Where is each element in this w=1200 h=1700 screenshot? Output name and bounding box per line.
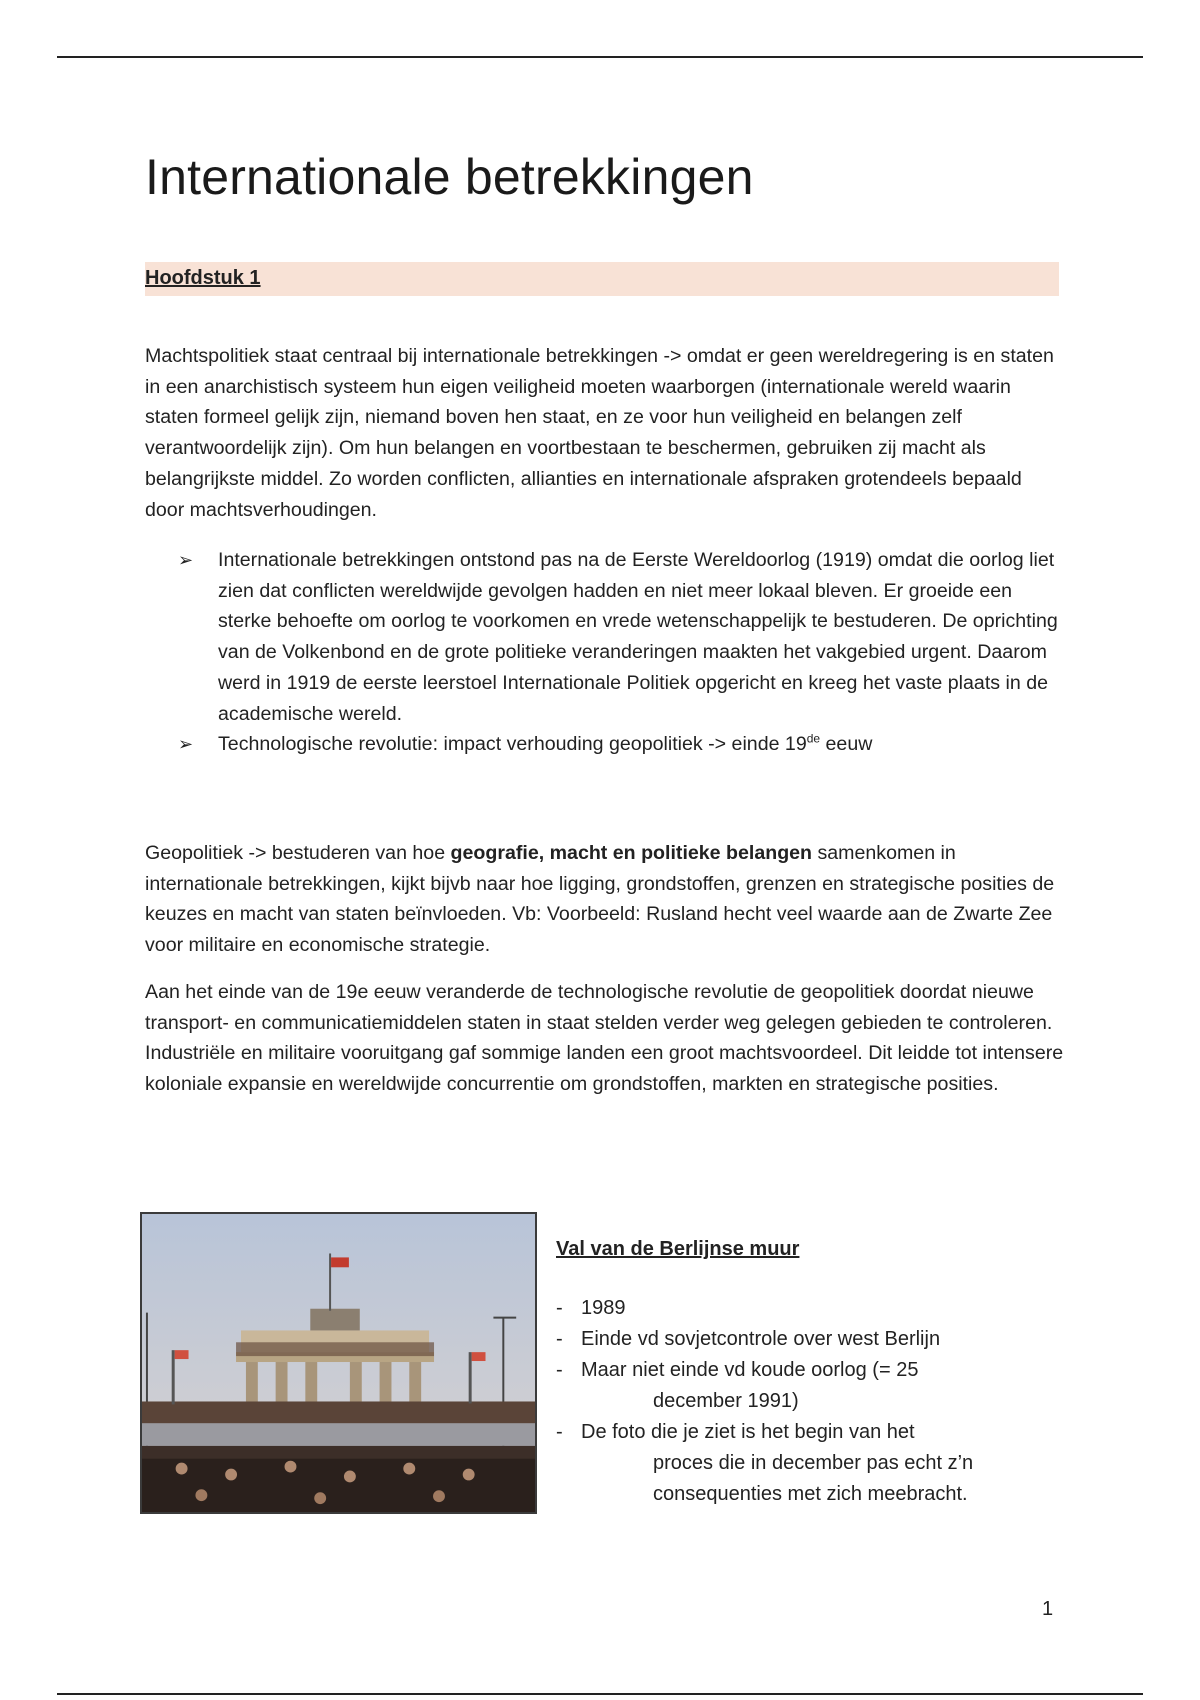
list-item-text: 1989 xyxy=(581,1297,626,1319)
geopolitics-bold-text: geografie, macht en politieke belangen xyxy=(450,842,813,864)
chapter-heading-band xyxy=(145,262,1059,296)
list-item-continuation: december 1991) xyxy=(653,1390,799,1412)
dash-bullet: - xyxy=(556,1359,563,1381)
list-item-continuation: proces die in december pas echt z’n xyxy=(653,1452,974,1474)
list-item-text: Maar niet einde vd koude oorlog (= 25 xyxy=(581,1359,919,1381)
geopolitics-text-end: samenkomen in internationale betrekkingen, kijkt bijvb naar hoe ligging, grondstoffen, grenzen en strategische posities de keuzes en macht van staten beïnvloeden. Vb: Voorbeeld: Rusland hecht veel waarde aan de Zwarte Zee voor militaire en economische strategie. xyxy=(145,842,1055,957)
brandenburg-gate-image xyxy=(142,1214,535,1512)
page-title: Internationale betrekkingen xyxy=(145,149,754,205)
bullet-text: Internationale betrekkingen ontstond pas na de Eerste Wereldoorlog (1919) omdat die oorlog liet zien dat conflicten wereldwijde gevolgen hadden en niet meer lokaal bleven. Er groeide een sterke behoefte om oorlog te voorkomen en vrede wetenschappelijk te bestuderen. De oprichting van de Volkenbond en de grote politieke veranderingen maakten het vakgebied urgent. Daarom werd in 1919 de eerste leerstoel Internationale Politiek opgericht en kreeg het vaste plaats in de academische wereld. xyxy=(218,549,1058,725)
arrow-bullet-icon: ➢ xyxy=(178,734,194,755)
berlin-wall-photo xyxy=(140,1212,537,1514)
technology-paragraph: Aan het einde van de 19e eeuw veranderde de technologische revolutie de geopolitiek doordat nieuwe transport- en communicatiemiddelen staten in staat stelden verder weg gelegen gebieden te controleren. Industriële en militaire vooruitgang gaf sommige landen een groot machtsvoordeel. Dit leidde tot intensere koloniale expansie en wereldwijde concurrentie om grondstoffen, markten en strategische posities. xyxy=(145,981,1064,1096)
geopolitics-text-start: Geopolitiek -> bestuderen van hoe xyxy=(145,842,451,864)
bullet-list xyxy=(178,545,1058,760)
bullet-item xyxy=(178,545,1058,729)
bottom-rule xyxy=(57,1693,1143,1695)
bullet-item xyxy=(178,729,1058,760)
bullet-text: Technologische revolutie: impact verhouding geopolitiek -> einde 19 xyxy=(218,733,807,756)
arrow-bullet-icon: ➢ xyxy=(178,550,194,570)
dash-bullet: - xyxy=(556,1421,563,1443)
page-number: 1 xyxy=(1042,1598,1054,1620)
list-item xyxy=(556,1355,1076,1417)
bullet-text-end: eeuw xyxy=(820,733,873,756)
list-item xyxy=(556,1417,1076,1510)
dash-bullet: - xyxy=(556,1328,563,1350)
intro-paragraph: Machtspolitiek staat centraal bij internationale betrekkingen -> omdat er geen wereldregering is en staten in een anarchistisch systeem hun eigen veiligheid moeten waarborgen (internationale wereld waarin staten formeel gelijk zijn, niemand boven hen staat, en ze voor hun veiligheid en belangen zelf verantwoordelijk zijn). Om hun belangen en voortbestaan te beschermen, gebruiken zij macht als belangrijkste middel. Zo worden conflicten, allianties en internationale afspraken grotendeels bepaald door machtsverhoudingen. xyxy=(145,345,1054,521)
berlin-wall-heading: Val van de Berlijnse muur xyxy=(556,1238,800,1260)
top-rule xyxy=(57,56,1143,58)
geopolitics-paragraph xyxy=(145,838,1065,961)
chapter-heading: Hoofdstuk 1 xyxy=(145,267,261,289)
list-item xyxy=(556,1324,1076,1355)
list-item-continuation: consequenties met zich meebracht. xyxy=(653,1483,968,1505)
dash-bullet: - xyxy=(556,1297,563,1319)
list-item xyxy=(556,1293,1076,1324)
list-item-text: De foto die je ziet is het begin van het xyxy=(581,1421,915,1443)
ordinal-superscript: de xyxy=(806,731,821,746)
berlin-wall-notes xyxy=(556,1238,1076,1510)
berlin-wall-list xyxy=(556,1293,1076,1510)
list-item-text: Einde vd sovjetcontrole over west Berlijn xyxy=(581,1328,941,1350)
